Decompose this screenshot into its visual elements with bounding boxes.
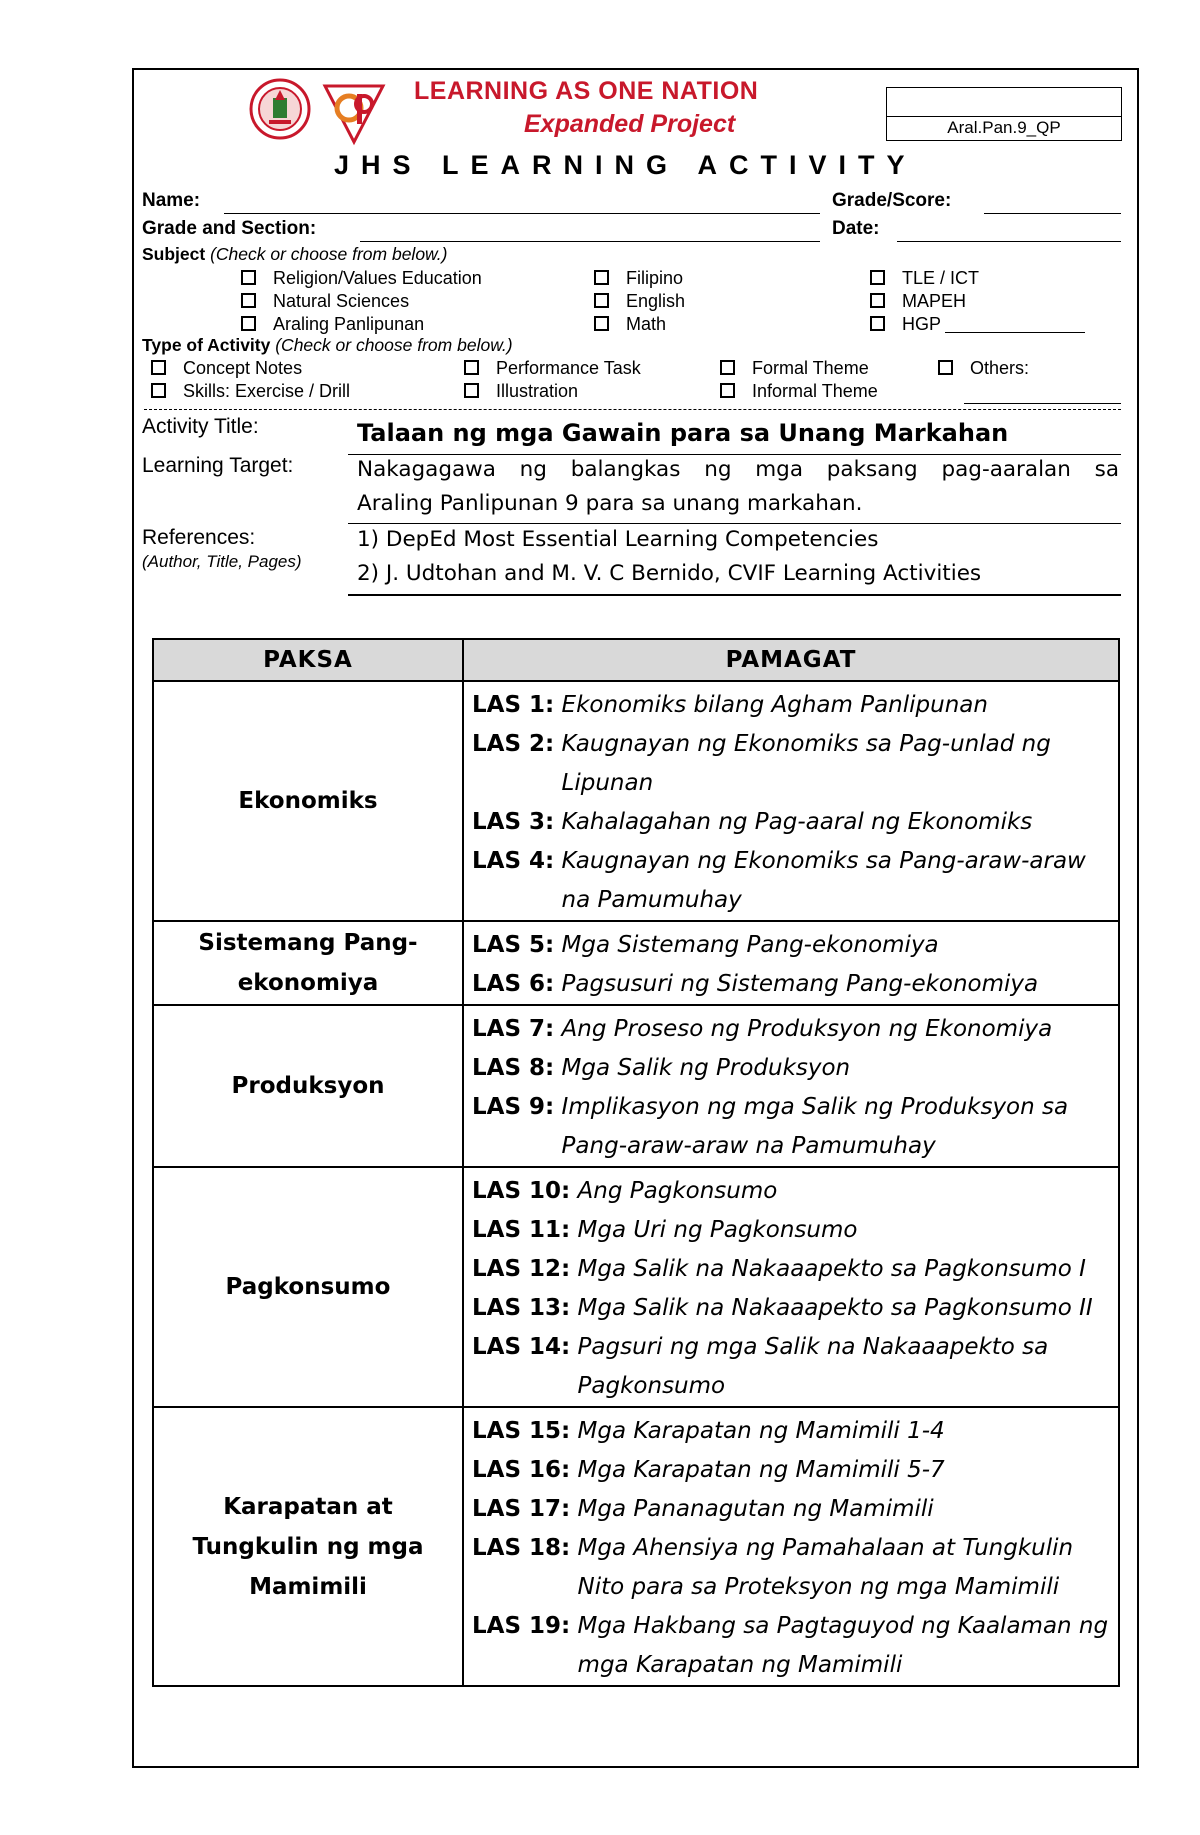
las-item — [472, 965, 1118, 1004]
las-number: LAS 4: — [472, 848, 555, 874]
pamagat-cell — [463, 1005, 1119, 1167]
las-item — [472, 803, 1118, 842]
grade-score-field[interactable] — [984, 213, 1121, 214]
las-title: Mga Ahensiya ng Pamahalaan at Tungkulin Nito para sa Proteksyon ng mga Mamimili — [577, 1535, 1074, 1600]
las-title: Mga Pananagutan ng Mamimili — [577, 1496, 934, 1522]
checkbox-icon[interactable] — [241, 270, 256, 285]
type-label: Type of Activity — [142, 335, 271, 355]
las-item — [472, 926, 1118, 965]
checkbox-icon[interactable] — [151, 383, 166, 398]
activity-title-underline — [348, 454, 1121, 455]
topics-table — [152, 638, 1120, 1687]
type-heading — [142, 335, 513, 356]
type-col-2 — [464, 357, 641, 403]
subject-label: Subject — [142, 244, 206, 264]
activity-heading: JHS LEARNING ACTIVITY — [334, 150, 917, 180]
las-number: LAS 13: — [472, 1295, 571, 1321]
las-title: Mga Hakbang sa Pagtaguyod ng Kaalaman ng mga Karapatan ng Mamimili — [577, 1613, 1109, 1678]
hgp-field[interactable] — [945, 332, 1085, 333]
learning-target-line-1: Nakagagawa ng balangkas ng mga paksang pag-aaralan sa — [357, 457, 1119, 482]
checkbox-icon[interactable] — [870, 270, 885, 285]
type-option[interactable]: Performance Task — [464, 357, 641, 380]
subject-option[interactable]: Araling Panlipunan — [241, 313, 482, 336]
las-item — [472, 842, 1118, 920]
type-option[interactable]: Skills: Exercise / Drill — [151, 380, 350, 403]
section-divider — [144, 409, 1121, 410]
subject-heading — [142, 244, 447, 265]
las-item — [472, 1088, 1118, 1166]
las-number: LAS 14: — [472, 1334, 571, 1360]
table-row — [153, 921, 1119, 1005]
references-underline — [348, 594, 1121, 596]
grade-section-field[interactable] — [360, 241, 820, 242]
subject-option[interactable]: Math — [594, 313, 685, 336]
las-item — [472, 686, 1118, 725]
name-field[interactable] — [224, 213, 820, 214]
subject-col-3 — [870, 267, 1085, 336]
las-item — [472, 1010, 1118, 1049]
las-item — [472, 1289, 1118, 1328]
brand-title: LEARNING AS ONE NATION — [414, 77, 759, 105]
type-option[interactable]: Others: — [938, 357, 1029, 380]
name-label: Name: — [142, 190, 201, 211]
checkbox-icon[interactable] — [938, 360, 953, 375]
las-item — [472, 1211, 1118, 1250]
las-title: Mga Salik ng Produksyon — [561, 1055, 851, 1081]
subject-option[interactable]: Religion/Values Education — [241, 267, 482, 290]
las-item — [472, 1529, 1118, 1607]
date-field[interactable] — [897, 241, 1121, 242]
checkbox-icon[interactable] — [464, 383, 479, 398]
table-row — [153, 1005, 1119, 1167]
references-hint: (Author, Title, Pages) — [142, 552, 302, 571]
checkbox-icon[interactable] — [870, 316, 885, 331]
learning-target-line-2: Araling Panlipunan 9 para sa unang markahan. — [357, 491, 863, 516]
pamagat-cell — [463, 1407, 1119, 1686]
las-item — [472, 1451, 1118, 1490]
las-title: Ang Pagkonsumo — [577, 1178, 778, 1204]
las-title: Mga Uri ng Pagkonsumo — [577, 1217, 858, 1243]
learning-target-underline — [348, 523, 1121, 524]
las-title: Ang Proseso ng Produksyon ng Ekonomiya — [561, 1016, 1053, 1042]
header-pamagat: PAMAGAT — [463, 639, 1119, 681]
paksa-cell: Sistemang Pang-ekonomiya — [153, 921, 463, 1005]
table-row — [153, 681, 1119, 921]
las-item — [472, 1412, 1118, 1451]
las-number: LAS 8: — [472, 1055, 555, 1081]
las-title: Kaugnayan ng Ekonomiks sa Pag-unlad ng Lipunan — [561, 731, 1051, 796]
activity-sheet — [132, 68, 1139, 1768]
checkbox-icon[interactable] — [241, 316, 256, 331]
subject-col-2 — [594, 267, 685, 336]
subject-hint: (Check or choose from below.) — [210, 244, 448, 264]
las-number: LAS 5: — [472, 932, 555, 958]
las-number: LAS 18: — [472, 1535, 571, 1561]
header-paksa: PAKSA — [153, 639, 463, 681]
type-option[interactable]: Concept Notes — [151, 357, 350, 380]
pamagat-cell — [463, 681, 1119, 921]
reference-1: 1) DepEd Most Essential Learning Competencies — [357, 527, 879, 552]
checkbox-icon[interactable] — [151, 360, 166, 375]
las-number: LAS 7: — [472, 1016, 555, 1042]
checkbox-icon[interactable] — [720, 360, 735, 375]
checkbox-icon[interactable] — [241, 293, 256, 308]
subject-option[interactable]: Filipino — [594, 267, 685, 290]
checkbox-icon[interactable] — [870, 293, 885, 308]
las-title: Kaugnayan ng Ekonomiks sa Pang-araw-araw na Pamumuhay — [561, 848, 1086, 913]
subject-code: Aral.Pan.9_QP — [947, 118, 1061, 137]
las-number: LAS 3: — [472, 809, 555, 835]
paksa-cell: Ekonomiks — [153, 681, 463, 921]
las-title: Mga Salik na Nakaaapekto sa Pagkonsumo II — [577, 1295, 1093, 1321]
las-number: LAS 6: — [472, 971, 555, 997]
las-number: LAS 2: — [472, 731, 555, 757]
school-seal-logo — [249, 78, 311, 140]
las-title: Mga Karapatan ng Mamimili 1-4 — [577, 1418, 945, 1444]
references-label: References: — [142, 526, 256, 549]
las-title: Pagsusuri ng Sistemang Pang-ekonomiya — [561, 971, 1039, 997]
las-item — [472, 1607, 1118, 1685]
las-title: Kahalagahan ng Pag-aaral ng Ekonomiks — [561, 809, 1033, 835]
las-number: LAS 19: — [472, 1613, 571, 1639]
las-number: LAS 12: — [472, 1256, 571, 1282]
las-item — [472, 1328, 1118, 1406]
las-item — [472, 1490, 1118, 1529]
reference-2: 2) J. Udtohan and M. V. C Bernido, CVIF Learning Activities — [357, 561, 982, 586]
checkbox-icon[interactable] — [594, 316, 609, 331]
subject-option[interactable]: TLE / ICT — [870, 267, 1085, 290]
paksa-cell: Produksyon — [153, 1005, 463, 1167]
type-col-4 — [938, 357, 1029, 380]
subject-col-1 — [241, 267, 482, 336]
activity-title: Talaan ng mga Gawain para sa Unang Markahan — [357, 419, 1009, 447]
paksa-cell: Karapatan at Tungkulin ng mga Mamimili — [153, 1407, 463, 1686]
type-option[interactable]: Informal Theme — [720, 380, 878, 403]
type-hint: (Check or choose from below.) — [275, 335, 513, 355]
las-item — [472, 1049, 1118, 1088]
checkbox-icon[interactable] — [594, 293, 609, 308]
las-title: Mga Karapatan ng Mamimili 5-7 — [577, 1457, 945, 1483]
las-number: LAS 15: — [472, 1418, 571, 1444]
subject-option[interactable]: Natural Sciences — [241, 290, 482, 313]
table-body — [153, 681, 1119, 1686]
cvif-dlp-logo — [319, 78, 389, 148]
paksa-cell: Pagkonsumo — [153, 1167, 463, 1407]
las-item — [472, 725, 1118, 803]
brand-subtitle: Expanded Project — [524, 110, 736, 138]
pamagat-cell — [463, 921, 1119, 1005]
type-col-1 — [151, 357, 350, 403]
grade-section-label: Grade and Section: — [142, 218, 317, 239]
las-number: LAS 11: — [472, 1217, 571, 1243]
las-number: LAS 9: — [472, 1094, 555, 1120]
subject-option[interactable]: English — [594, 290, 685, 313]
las-item — [472, 1172, 1118, 1211]
grade-score-label: Grade/Score: — [832, 190, 952, 211]
pamagat-cell — [463, 1167, 1119, 1407]
las-title: Mga Salik na Nakaaapekto sa Pagkonsumo I — [577, 1256, 1086, 1282]
type-option[interactable]: Illustration — [464, 380, 641, 403]
table-row — [153, 1407, 1119, 1686]
learning-target-label: Learning Target: — [142, 454, 294, 477]
checkbox-icon[interactable] — [464, 360, 479, 375]
las-number: LAS 17: — [472, 1496, 571, 1522]
subject-option[interactable]: MAPEH — [870, 290, 1085, 313]
table-row — [153, 1167, 1119, 1407]
las-item — [472, 1250, 1118, 1289]
las-number: LAS 1: — [472, 692, 555, 718]
las-number: LAS 10: — [472, 1178, 571, 1204]
table-header-row — [153, 639, 1119, 681]
type-option[interactable]: Formal Theme — [720, 357, 878, 380]
las-number: LAS 16: — [472, 1457, 571, 1483]
checkbox-icon[interactable] — [594, 270, 609, 285]
subject-option[interactable]: HGP — [870, 313, 1085, 336]
las-title: Ekonomiks bilang Agham Panlipunan — [561, 692, 988, 718]
las-title: Pagsuri ng mga Salik na Nakaaapekto sa Pagkonsumo — [577, 1334, 1049, 1399]
las-title: Mga Sistemang Pang-ekonomiya — [561, 932, 939, 958]
date-label: Date: — [832, 218, 880, 239]
others-field[interactable] — [964, 403, 1121, 404]
type-col-3 — [720, 357, 878, 403]
checkbox-icon[interactable] — [720, 383, 735, 398]
activity-title-label: Activity Title: — [142, 415, 259, 438]
las-title: Implikasyon ng mga Salik ng Produksyon sa Pang-araw-araw na Pamumuhay — [561, 1094, 1069, 1159]
code-box — [886, 87, 1122, 141]
